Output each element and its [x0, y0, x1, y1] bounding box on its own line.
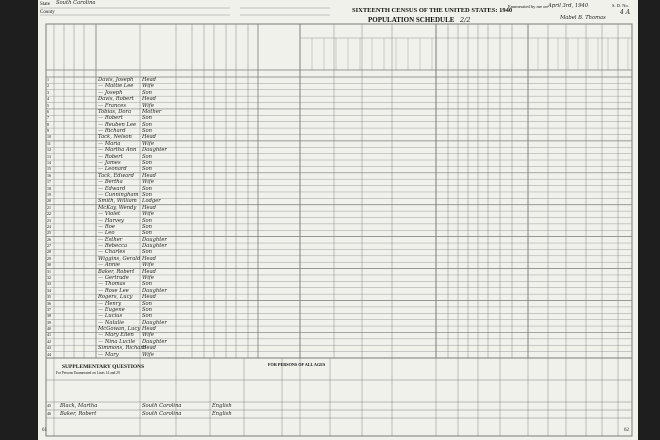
supplementary-subtitle: For Persons Enumerated on Lines 14 and 29 [56, 371, 120, 375]
resident-name: — Eugene [98, 306, 125, 313]
resident-name: — Gertrude [98, 274, 129, 281]
sheet-label: S. D. No. [612, 3, 629, 8]
row-line-number: 8 [47, 121, 49, 127]
resident-name: — Robert [98, 115, 123, 122]
state-label: State [40, 2, 50, 7]
supp-language: English [212, 411, 232, 417]
row-line-number: 15 [47, 166, 51, 172]
resident-name: — Martha Ann [98, 147, 137, 154]
row-line-number: 24 [47, 223, 51, 229]
row-line-number: 19 [47, 191, 51, 197]
row-line-number: 44 [47, 351, 51, 357]
row-line-number: 9 [47, 128, 49, 134]
row-line-number: 33 [47, 281, 51, 287]
row-line-number: 42 [47, 338, 51, 344]
census-title: SIXTEENTH CENSUS OF THE UNITED STATES: 1940 [352, 7, 513, 14]
resident-relation: Son [142, 160, 153, 167]
resident-name: Davis, Joseph [98, 77, 134, 83]
resident-relation: Son [142, 249, 153, 256]
resident-name: Davis, Robert [98, 96, 134, 103]
resident-name: — Annie [98, 262, 120, 269]
row-line-number: 23 [47, 217, 51, 223]
row-line-number: 12 [47, 147, 51, 153]
enumerated-label: Enumerated by me on [508, 4, 548, 9]
resident-relation: Daughter [142, 338, 167, 345]
row-line-number: 37 [47, 306, 51, 312]
resident-relation: Son [142, 300, 153, 307]
row-line-number: 14 [47, 160, 51, 166]
resident-name: — Mary Ellen [98, 332, 134, 339]
row-line-number: 17 [47, 179, 51, 185]
row-line-number: 16 [47, 172, 51, 178]
row-line-number: 39 [47, 319, 51, 325]
resident-relation: Wife [142, 102, 154, 109]
row-line-number: 43 [47, 345, 51, 351]
resident-name: — Joseph [98, 89, 123, 96]
resident-name: — Richard [98, 128, 126, 135]
resident-name: — Lucius [98, 313, 123, 320]
supp-name: Baker, Robert [60, 411, 97, 417]
resident-name: — Bertha [98, 179, 123, 186]
resident-relation: Son [142, 191, 153, 198]
row-line-number: 26 [47, 236, 51, 242]
row-line-number: 27 [47, 243, 51, 249]
resident-relation: Wife [142, 262, 154, 269]
resident-name: — Rose Lee [98, 287, 129, 294]
row-line-number: 11 [47, 140, 51, 146]
resident-name: Wiggins, Gerald [98, 255, 141, 262]
resident-name: — Edward [98, 185, 126, 192]
resident-relation: Head [142, 326, 157, 333]
resident-name: Tack, Edward [98, 172, 134, 179]
resident-relation: Daughter [142, 236, 167, 243]
row-line-number: 6 [47, 108, 49, 114]
row-line-number: 32 [47, 274, 51, 280]
resident-name: — Mary [98, 351, 119, 358]
resident-name: Rogers, Lucy [98, 294, 133, 301]
resident-relation: Wife [142, 211, 154, 218]
resident-name: Simmons, Richard [98, 345, 147, 352]
persons-title: FOR PERSONS OF ALL AGES [268, 362, 326, 367]
row-line-number: 7 [47, 115, 49, 121]
resident-relation: Head [142, 96, 157, 103]
supp-birthplace: South Carolina [142, 403, 182, 409]
row-line-number: 22 [47, 211, 51, 217]
resident-relation: Son [142, 89, 153, 96]
row-line-number: 29 [47, 255, 51, 261]
resident-relation: Daughter [142, 287, 167, 294]
resident-name: Tobias, Dora [98, 108, 132, 115]
resident-relation: Son [142, 166, 153, 173]
resident-relation: Wife [142, 83, 154, 90]
resident-relation: Son [142, 281, 153, 288]
resident-relation: Head [142, 77, 157, 83]
row-line-number: 30 [47, 262, 51, 268]
resident-name: Tack, Nelson [98, 134, 132, 141]
resident-relation: Lodger [142, 198, 161, 205]
resident-name: — Leo [98, 230, 115, 237]
resident-relation: Son [142, 153, 153, 160]
resident-relation: Head [142, 172, 157, 179]
resident-relation: Head [142, 134, 157, 141]
resident-relation: Wife [142, 140, 154, 147]
supplementary-title: SUPPLEMENTARY QUESTIONS [62, 364, 145, 370]
resident-relation: Son [142, 121, 153, 128]
row-line-number: 13 [47, 153, 51, 159]
resident-relation: Daughter [142, 147, 167, 154]
resident-name: — Harvey [98, 217, 124, 224]
resident-relation: Head [142, 345, 157, 352]
row-line-number: 28 [47, 249, 51, 255]
row-line-number: 38 [47, 313, 51, 319]
resident-relation: Son [142, 185, 153, 192]
row-line-number: 21 [47, 204, 51, 210]
resident-name: — Robert [98, 153, 123, 160]
resident-relation: Son [142, 306, 153, 313]
sheet-value: 4 A [620, 9, 631, 16]
page-number-left: 61 [42, 428, 47, 433]
resident-name: Smith, William [98, 198, 137, 205]
supp-birthplace: South Carolina [142, 411, 182, 417]
row-line-number: 4 [47, 96, 49, 102]
resident-relation: Son [142, 313, 153, 320]
resident-name: — Maria [98, 140, 121, 147]
row-line-number: 31 [47, 268, 51, 274]
resident-relation: Son [142, 217, 153, 224]
resident-relation: Mother [142, 108, 162, 115]
resident-relation: Son [142, 115, 153, 122]
resident-name: — Cunningham [98, 191, 139, 198]
resident-name: — Esther [98, 236, 123, 243]
resident-name: — Charles [98, 249, 126, 256]
supp-line-number: 46 [47, 411, 51, 416]
resident-relation: Wife [142, 179, 154, 186]
resident-relation: Daughter [142, 319, 167, 326]
resident-name: — Rebecca [98, 243, 128, 250]
enumerated-date: April 3rd, 1940 [548, 3, 589, 9]
row-line-number: 10 [47, 134, 51, 140]
row-line-number: 35 [47, 294, 51, 300]
resident-relation: Head [142, 268, 157, 275]
resident-name: Baker, Robert [98, 268, 135, 275]
resident-name: — Natalie [98, 319, 125, 326]
resident-name: — Roe [98, 223, 115, 230]
row-line-number: 20 [47, 198, 51, 204]
row-line-number: 18 [47, 185, 51, 191]
resident-name: — Nina Lucile [98, 338, 136, 345]
row-line-number: 34 [47, 287, 51, 293]
row-line-number: 3 [47, 89, 49, 95]
row-line-number: 25 [47, 230, 51, 236]
row-line-number: 36 [47, 300, 51, 306]
resident-relation: Son [142, 223, 153, 230]
county-label: County [40, 10, 55, 15]
resident-name: — Thomas [98, 281, 126, 288]
supp-name: Black, Martha [60, 403, 98, 409]
enumerator-signature: Mabel B. Thomas [560, 15, 606, 21]
resident-relation: Wife [142, 351, 154, 358]
row-line-number: 2 [47, 83, 49, 89]
resident-relation: Head [142, 204, 157, 211]
resident-relation: Daughter [142, 243, 167, 250]
state-value: South Carolina [56, 0, 96, 6]
resident-name: — Violet [98, 211, 121, 218]
sheet-number: 2/2 [460, 16, 471, 24]
supp-line-number: 45 [47, 403, 51, 408]
supp-language: English [212, 403, 232, 409]
resident-name: — Reuben Lee [98, 121, 137, 128]
page-number-right: 62 [624, 428, 629, 433]
resident-relation: Son [142, 230, 153, 237]
resident-relation: Head [142, 294, 157, 301]
row-line-number: 5 [47, 102, 49, 108]
row-line-number: 1 [47, 77, 49, 82]
resident-name: — Mattie Lee [98, 83, 134, 90]
resident-name: — Frances [98, 102, 126, 109]
row-line-number: 40 [47, 326, 51, 332]
schedule-title: POPULATION SCHEDULE [368, 16, 455, 24]
row-line-number: 41 [47, 332, 51, 338]
resident-relation: Head [142, 255, 157, 262]
resident-name: — Henry [98, 300, 122, 307]
resident-name: McGowan, Lucy [98, 326, 141, 333]
resident-name: McKay, Wendy [98, 204, 137, 211]
resident-name: — James [98, 160, 121, 167]
resident-name: — Leonard [98, 166, 127, 173]
resident-relation: Son [142, 128, 153, 135]
resident-relation: Wife [142, 274, 154, 281]
resident-relation: Wife [142, 332, 154, 339]
